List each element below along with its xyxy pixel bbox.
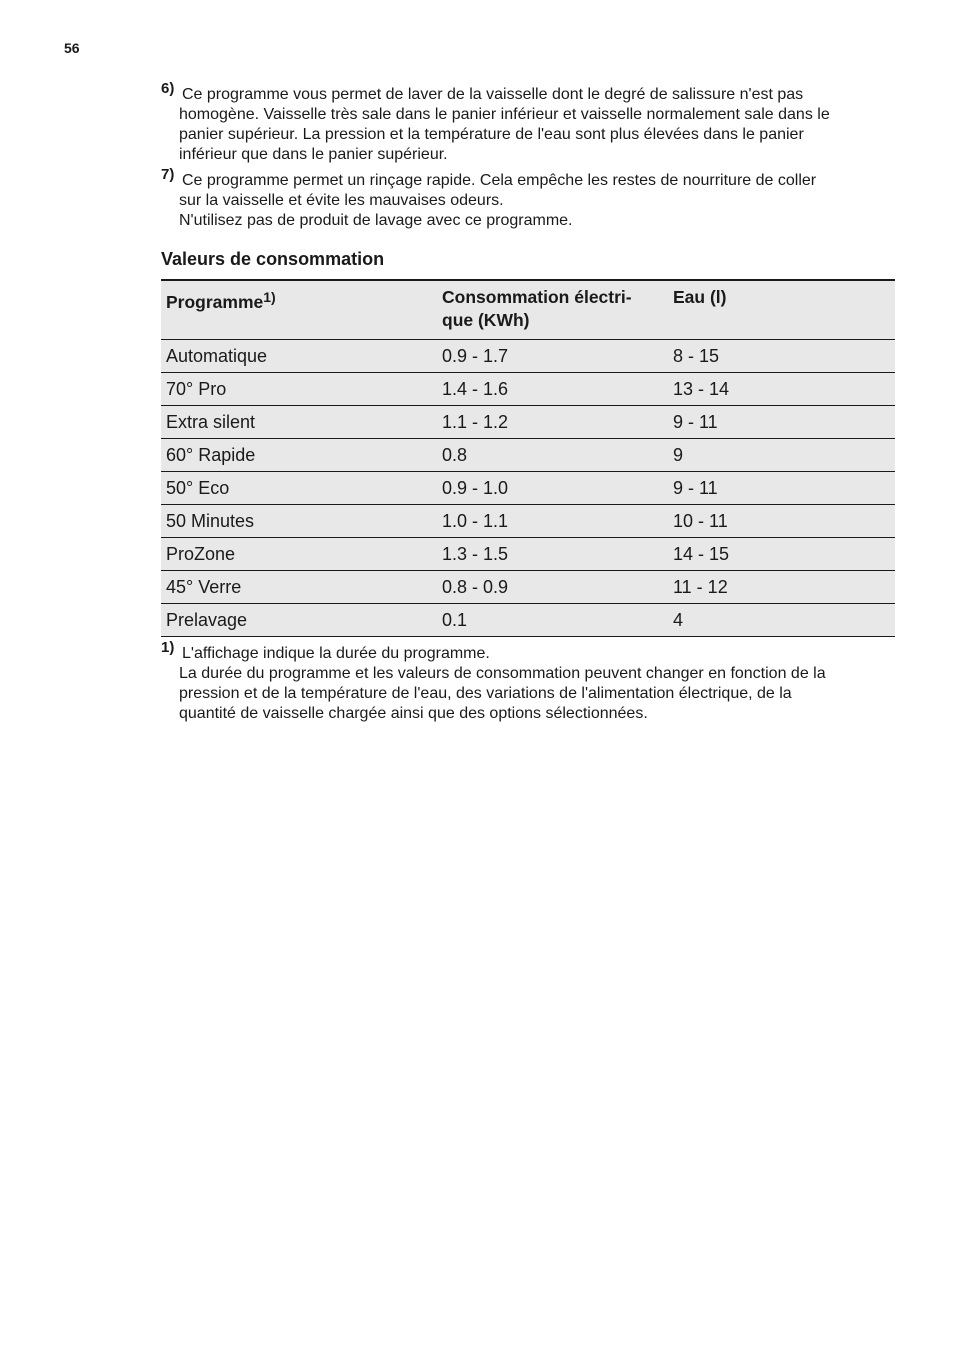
table-row	[161, 604, 895, 637]
cell-energy: 0.8 - 0.9	[437, 571, 668, 604]
table-row	[161, 373, 895, 406]
footnote-line: sur la vaisselle et évite les mauvaises odeurs.	[179, 192, 504, 209]
footnote-line: Ce programme permet un rinçage rapide. Cela empêche les restes de nourriture de coller	[182, 172, 817, 189]
footnote-line: N'utilisez pas de produit de lavage avec ce programme.	[179, 212, 573, 229]
consumption-table	[161, 279, 895, 637]
header-program	[161, 280, 437, 340]
header-energy-line1: Consommation électri-	[442, 287, 632, 307]
cell-water: 11 - 12	[668, 571, 895, 604]
footnote-marker: 6)	[161, 80, 175, 97]
table-row	[161, 571, 895, 604]
cell-program: 50° Eco	[161, 472, 437, 505]
header-energy-line2: que (KWh)	[442, 310, 530, 330]
table-row	[161, 439, 895, 472]
table-row	[161, 340, 895, 373]
header-program-footnote-ref: 1)	[263, 289, 276, 305]
cell-program: Automatique	[161, 340, 437, 373]
footnote-line: La durée du programme et les valeurs de consommation peuvent changer en fonction de la	[179, 665, 826, 682]
footnote-marker: 7)	[161, 166, 175, 183]
cell-water: 4	[668, 604, 895, 637]
cell-energy: 1.3 - 1.5	[437, 538, 668, 571]
cell-program: ProZone	[161, 538, 437, 571]
cell-program: Prelavage	[161, 604, 437, 637]
table-row	[161, 505, 895, 538]
header-energy	[437, 280, 668, 340]
cell-energy: 1.1 - 1.2	[437, 406, 668, 439]
footnote-6	[161, 80, 895, 165]
cell-water: 8 - 15	[668, 340, 895, 373]
page-number: 56	[64, 40, 80, 56]
cell-program: 50 Minutes	[161, 505, 437, 538]
footnote-marker: 1)	[161, 639, 175, 656]
cell-energy: 1.4 - 1.6	[437, 373, 668, 406]
cell-energy: 0.1	[437, 604, 668, 637]
table-header-row	[161, 280, 895, 340]
table-row	[161, 538, 895, 571]
footnote-line: pression et de la température de l'eau, des variations de l'alimentation électrique, de la	[179, 685, 792, 702]
section-title: Valeurs de consommation	[161, 249, 385, 269]
footnote-line: inférieur que dans le panier supérieur.	[179, 146, 448, 163]
header-program-label: Programme	[166, 292, 264, 312]
footnote-line: Ce programme vous permet de laver de la vaisselle dont le degré de salissure n'est pas	[182, 86, 804, 103]
table-row	[161, 406, 895, 439]
cell-water: 9 - 11	[668, 472, 895, 505]
cell-energy: 0.9 - 1.0	[437, 472, 668, 505]
cell-water: 10 - 11	[668, 505, 895, 538]
footnote-line: homogène. Vaisselle très sale dans le panier inférieur et vaisselle normalement sale dans le	[179, 106, 830, 123]
footnote-7	[161, 166, 895, 231]
cell-water: 14 - 15	[668, 538, 895, 571]
cell-program: 70° Pro	[161, 373, 437, 406]
cell-water: 9 - 11	[668, 406, 895, 439]
cell-program: 45° Verre	[161, 571, 437, 604]
table-body	[161, 340, 895, 637]
cell-energy: 1.0 - 1.1	[437, 505, 668, 538]
cell-program: Extra silent	[161, 406, 437, 439]
cell-program: 60° Rapide	[161, 439, 437, 472]
header-water: Eau (l)	[668, 280, 895, 340]
cell-water: 9	[668, 439, 895, 472]
cell-water: 13 - 14	[668, 373, 895, 406]
cell-energy: 0.8	[437, 439, 668, 472]
footnote-line: panier supérieur. La pression et la température de l'eau sont plus élevées dans le panier	[179, 126, 804, 143]
table-row	[161, 472, 895, 505]
cell-energy: 0.9 - 1.7	[437, 340, 668, 373]
footnote-line: quantité de vaisselle chargée ainsi que des options sélectionnées.	[179, 705, 648, 722]
footnote-line: L'affichage indique la durée du programme.	[182, 645, 490, 662]
footnote-1	[161, 639, 895, 724]
